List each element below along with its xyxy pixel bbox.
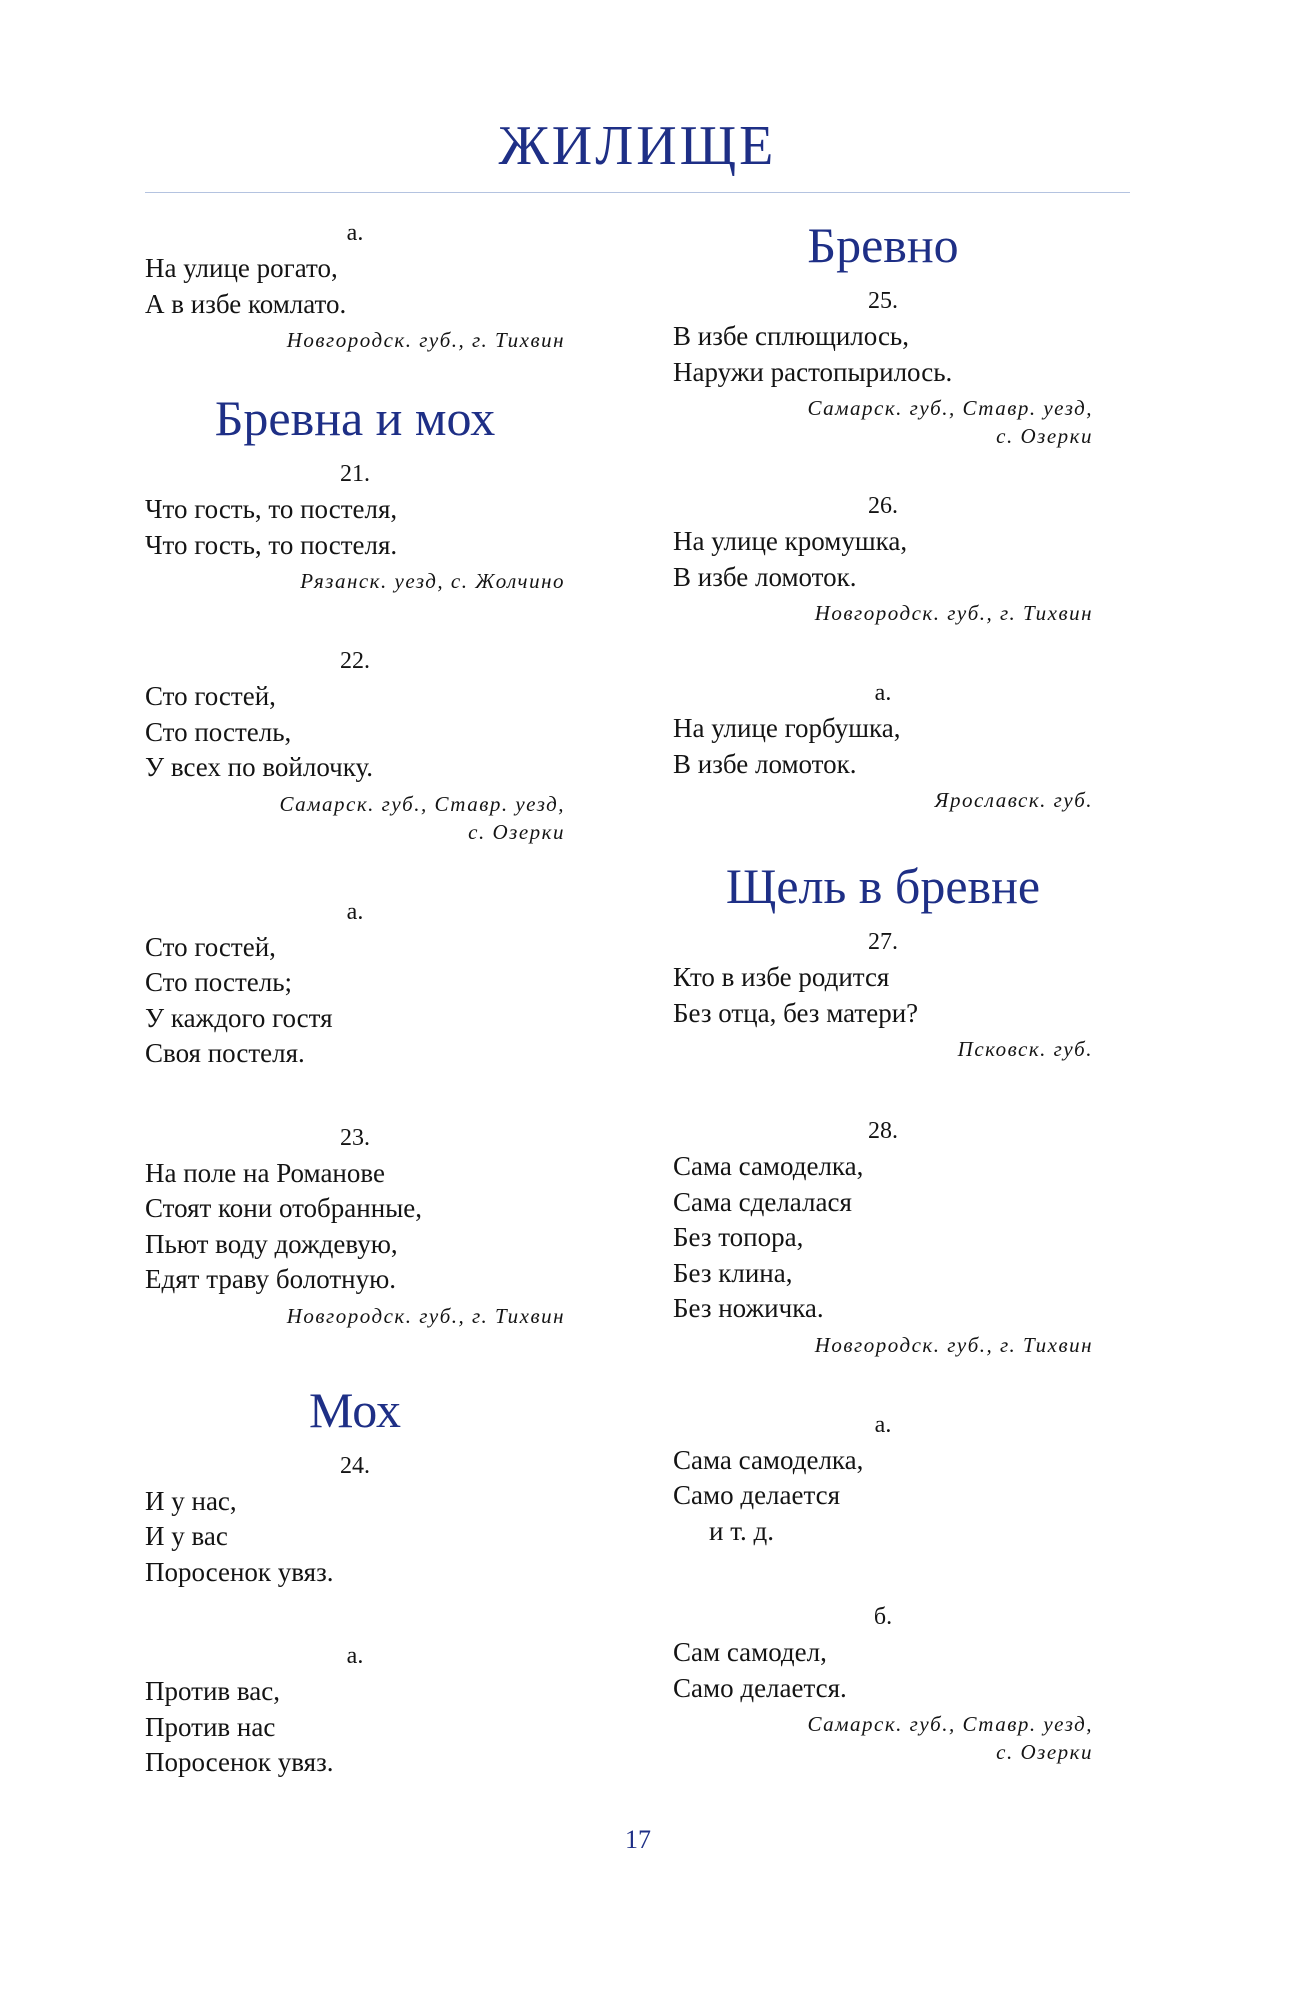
riddle-number: а. [346,220,364,246]
source-line: Новгородск. губ., г. Тихвин [814,601,1093,625]
section-heading: Щель в бревне [725,858,1041,914]
riddle-lines [145,1484,565,1591]
source-line: Самарск. губ., Ставр. уезд, [807,396,1093,420]
header-rule [145,192,1130,193]
riddle-line: Стоят кони отобранные, [145,1193,423,1223]
riddle-number: 27. [868,929,898,955]
riddle-line: Поросенок увяз. [145,1556,334,1587]
riddle [673,488,1093,627]
riddle-line: Само делается. [673,1672,847,1703]
source-line: Самарск. губ., Ставр. уезд, [279,791,565,816]
riddle-number: 26. [868,493,898,519]
riddle [145,1638,565,1781]
riddle-number: 23. [340,1124,370,1151]
page-header [145,115,1130,193]
riddle [145,643,565,846]
riddle-line: На улице рогато, [145,253,338,283]
riddle-line: Сам самодел, [673,1637,827,1667]
riddle-source [145,790,565,846]
riddle-line: Само делается [673,1480,841,1510]
riddle [145,1120,565,1330]
riddle-number: 25. [868,288,898,314]
riddle-number: а. [346,1643,364,1669]
riddle [673,675,1093,814]
riddle [145,894,565,1072]
riddle-source [145,326,565,354]
riddle-lines [145,930,565,1072]
riddle-source [673,786,1093,814]
riddle-line: Сто гостей, [145,681,276,711]
riddle-line: Сто постель; [145,967,293,997]
riddle-lines [145,1156,565,1298]
riddle-line: У всех по войлочку. [145,752,373,782]
riddle-number: а. [874,680,892,706]
riddle-line: На поле на Романове [145,1157,385,1188]
riddle-line: На улице кромушка, [673,526,908,556]
source-line: Самарск. губ., Ставр. уезд, [807,1712,1093,1736]
riddle [145,456,565,595]
riddle-source [673,599,1093,627]
riddle-number: 21. [340,461,370,487]
riddle [673,1407,1093,1550]
section-heading: Мох [309,1381,401,1438]
riddle-line: В избе ломоток. [673,561,857,592]
riddle-lines [673,711,1093,782]
riddle [145,215,565,354]
riddle-source [673,1710,1093,1766]
riddle-line: Едят траву болотную. [145,1264,397,1294]
riddle-lines [673,1443,1093,1550]
section-heading: Бревна и мох [214,390,496,446]
riddle-line: Без топора, [673,1222,804,1252]
right-column [673,215,1093,1766]
riddle-lines [145,1674,565,1781]
riddle-source [145,567,565,595]
riddle-number: а. [874,1411,892,1438]
riddle-line: Сто постель, [145,716,292,747]
page-title: ЖИЛИЩЕ [498,115,777,177]
riddle-line: Что гость, то постеля, [145,494,398,524]
source-line: Новгородск. губ., г. Тихвин [286,1303,565,1328]
riddle-number: а. [346,898,364,925]
page-number: 17 [625,1825,651,1854]
riddle-line: и т. д. [709,1515,774,1546]
riddle-lines [673,319,1093,390]
riddle-line: И у нас, [145,1485,237,1516]
riddle-lines [673,1635,1093,1706]
riddle-lines [145,251,565,322]
riddle-line: В избе ломоток. [673,748,857,779]
riddle-line: А в избе комлато. [145,288,347,319]
source-line: с. Озерки [468,819,565,844]
source-line: Псковск. губ. [957,1037,1093,1061]
riddle-line: Без ножичка. [673,1293,824,1323]
riddle-line: Против вас, [145,1676,280,1706]
riddle-line: У каждого гостя [145,1002,333,1033]
source-line: Новгородск. губ., г. Тихвин [286,328,565,352]
riddle-line: Сама сделалася [673,1186,852,1217]
source-line: с. Озерки [996,1740,1093,1764]
riddle [673,1599,1093,1766]
riddle-line: Сама самоделка, [673,1151,864,1181]
riddle-source [145,1302,565,1330]
source-line: Новгородск. губ., г. Тихвин [814,1332,1093,1357]
source-line: Рязанск. уезд, с. Жолчино [300,569,565,593]
riddle-line: Против нас [145,1711,276,1742]
left-column [145,215,565,1781]
section-heading: Бревно [807,217,959,273]
riddle-source [673,1035,1093,1063]
riddle-number: 24. [340,1452,370,1479]
riddle-lines [673,524,1093,595]
riddle [673,1113,1093,1359]
riddle-line: Без клина, [673,1257,793,1288]
riddle-line: Поросенок увяз. [145,1747,334,1777]
riddle-source [673,1331,1093,1359]
riddle-number: 22. [340,648,370,674]
riddle-lines [673,960,1093,1031]
riddle-line: Сто гостей, [145,931,276,962]
riddle-line: Сама самоделка, [673,1444,864,1475]
riddle-lines [673,1149,1093,1327]
source-line: с. Озерки [996,424,1093,448]
riddle-number: б. [873,1604,893,1630]
riddle-line: Своя постеля. [145,1038,305,1068]
riddle-number: 28. [868,1118,898,1144]
riddle-line: Пьют воду дождевую, [145,1228,398,1259]
riddle [673,924,1093,1063]
riddle-lines [145,679,565,786]
riddle-source [673,394,1093,450]
riddle-line: И у вас [145,1521,228,1551]
riddle-line: Кто в избе родится [673,962,890,992]
riddle [145,1448,565,1591]
riddle-lines [145,492,565,563]
riddle-line: Наружи растопырилось. [673,356,953,387]
riddle-line: На улице горбушка, [673,713,901,743]
source-line: Ярославск. губ. [934,788,1093,812]
riddle-line: Что гость, то постеля. [145,529,398,560]
riddle [673,283,1093,450]
riddle-line: Без отца, без матери? [673,997,919,1028]
riddle-line: В избе сплющилось, [673,321,909,351]
